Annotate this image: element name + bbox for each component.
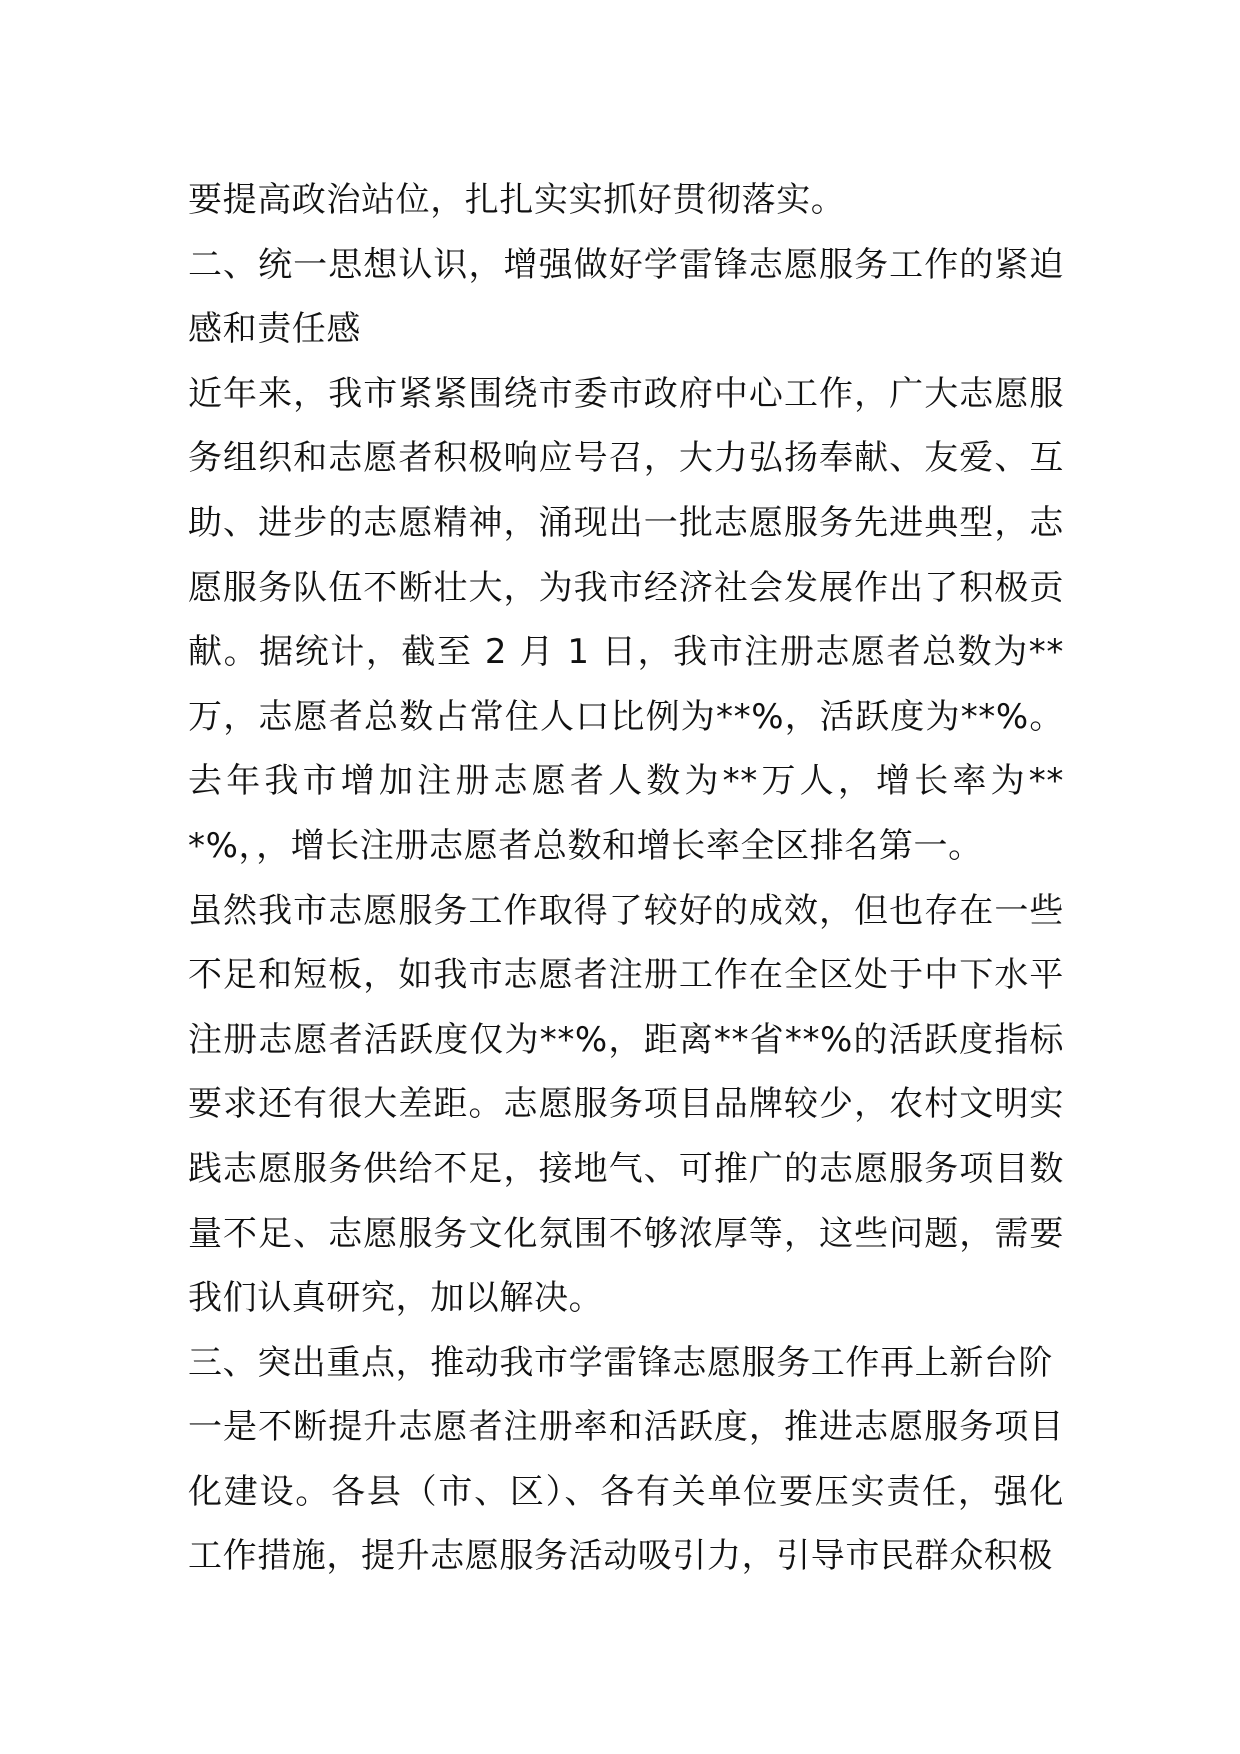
paragraph-measure-one: 一是不断提升志愿者注册率和活跃度，推进志愿服务项目化建设。各县（市、区）、各有关单位要压实责任，强化工作措施，提升志愿服务活动吸引力，引导市民群众积极 (188, 1407, 1064, 1577)
section-heading-three: 三、突出重点，推动我市学雷锋志愿服务工作再上新台阶 (188, 1342, 1053, 1383)
section-heading-two: 二、统一思想认识，增强做好学雷锋志愿服务工作的紧迫感和责任感 (188, 244, 1064, 350)
paragraph-shortcomings: 虽然我市志愿服务工作取得了较好的成效，但也存在一些不足和短板，如我市志愿者注册工作在全区处于中下水平注册志愿者活跃度仅为**%，距离**省**%的活跃度指标要求还有很大差距。志愿服务项目品牌较少，农村文明实践志愿服务供给不足，接地气、可推广的志愿服务项目数量不足、志愿服务文化氛围不够浓厚等，这些问题，需要我们认真研究，加以解决。 (188, 890, 1064, 1319)
paragraph-achievements: 近年来，我市紧紧围绕市委市政府中心工作，广大志愿服务组织和志愿者积极响应号召，大力弘扬奉献、友爱、互助、进步的志愿精神，涌现出一批志愿服务先进典型，志愿服务队伍不断壮大，为我市经济社会发展作出了积极贡献。据统计，截至 2 月 1 日，我市注册志愿者总数为**万，志愿者总数占常住人口比例为**%，活跃度为**%。去年我市增加注册志愿者人数为**万人，增长率为***%，，增长注册志愿者总数和增长率全区排名第一。 (188, 373, 1064, 866)
document-body (188, 168, 1064, 1589)
paragraph-continuation: 要提高政治站位，扎扎实实抓好贯彻落实。 (188, 180, 846, 220)
